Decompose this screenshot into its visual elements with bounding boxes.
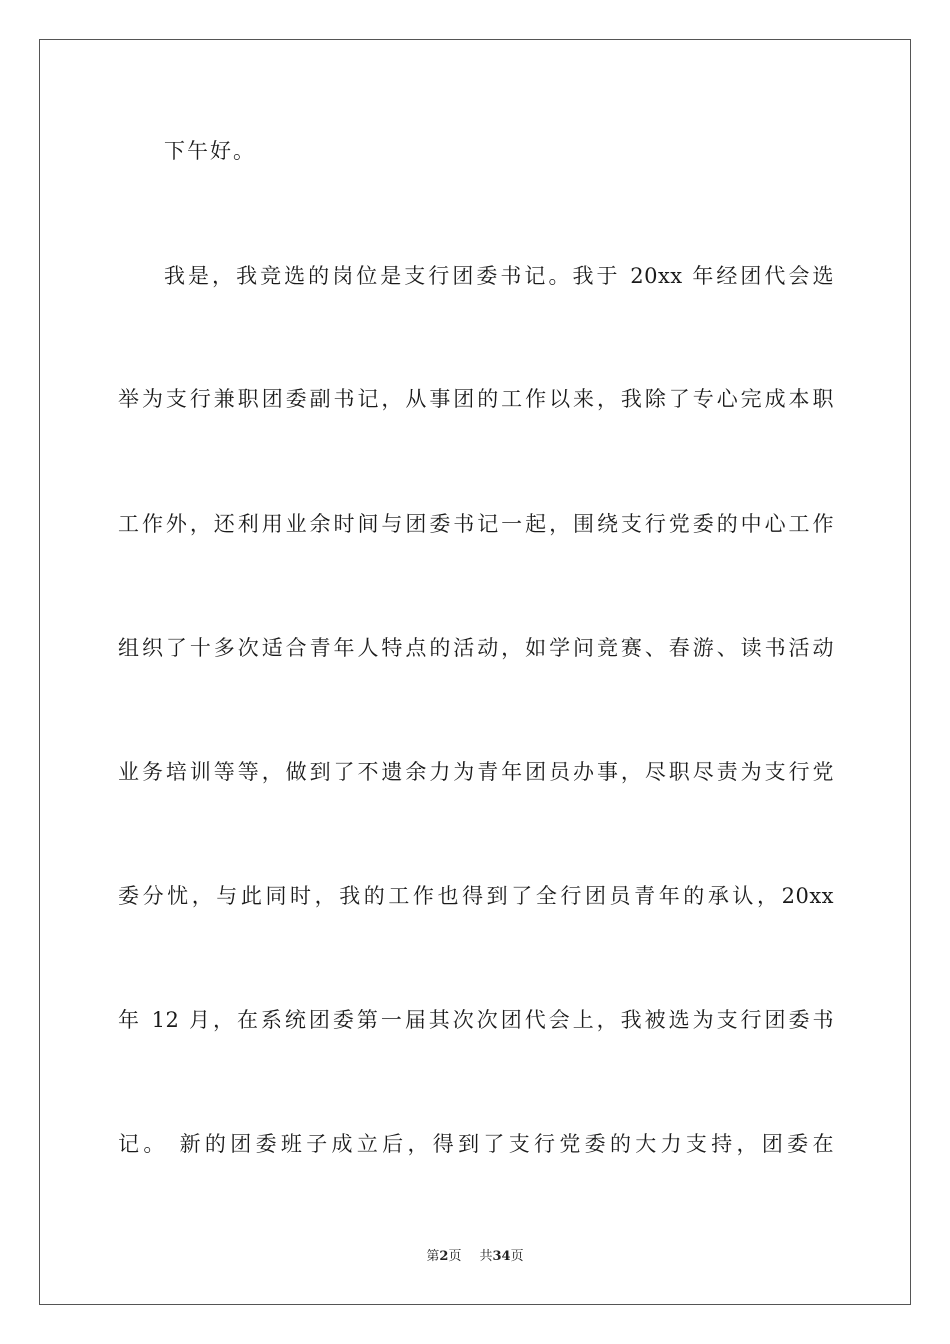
page-footer [0, 1248, 950, 1266]
footer-total-suffix: 页 [510, 1249, 524, 1264]
text-line: 委分忧，与此同时，我的工作也得到了全行团员青年的承认，20xx [118, 884, 834, 908]
footer-total-prefix: 共 [479, 1249, 493, 1264]
text-line: 组织了十多次适合青年人特点的活动，如学问竞赛、春游、读书活动 [118, 636, 834, 660]
text-line: 记。 新的团委班子成立后，得到了支行党委的大力支持，团委在 [118, 1132, 834, 1156]
page-border [39, 39, 911, 1305]
footer-page-suffix: 页 [448, 1249, 462, 1264]
footer-page-number: 2 [439, 1249, 449, 1264]
text-line: 我是，我竞选的岗位是支行团委书记。我于 20xx 年经团代会选 [164, 264, 834, 288]
text-line: 举为支行兼职团委副书记，从事团的工作以来，我除了专心完成本职 [118, 387, 834, 411]
footer-total-pages: 34 [492, 1249, 511, 1264]
footer-page-prefix: 第 [426, 1249, 440, 1264]
text-line: 业务培训等等，做到了不遗余力为青年团员办事，尽职尽责为支行党 [118, 760, 834, 784]
text-line: 工作外，还利用业余时间与团委书记一起，围绕支行党委的中心工作 [118, 512, 834, 536]
text-line: 年 12 月，在系统团委第一届其次次团代会上，我被选为支行团委书 [118, 1008, 834, 1032]
text-line-greeting: 下午好。 [164, 139, 256, 163]
